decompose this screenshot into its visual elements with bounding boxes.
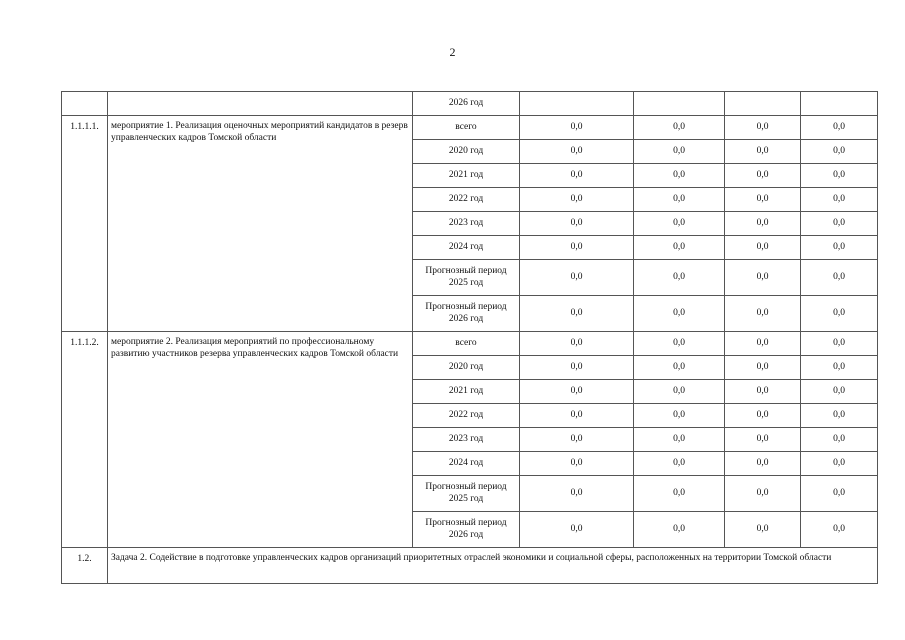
- measure-number: 1.1.1.2.: [62, 332, 108, 548]
- period-cell: 2024 год: [413, 236, 520, 260]
- value-cell: 0,0: [725, 404, 801, 428]
- period-cell: всего: [413, 116, 520, 140]
- value-cell: 0,0: [634, 212, 725, 236]
- table-row: [62, 116, 878, 140]
- value-cell: 0,0: [634, 296, 725, 332]
- period-cell: [413, 476, 520, 512]
- value-cell: 0,0: [520, 380, 634, 404]
- period-cell: 2024 год: [413, 452, 520, 476]
- value-cell: 0,0: [634, 164, 725, 188]
- value-cell: 0,0: [520, 212, 634, 236]
- value-cell: [801, 92, 878, 116]
- value-cell: 0,0: [520, 356, 634, 380]
- value-cell: 0,0: [634, 140, 725, 164]
- value-cell: [725, 92, 801, 116]
- value-cell: 0,0: [520, 296, 634, 332]
- value-cell: 0,0: [725, 164, 801, 188]
- value-cell: 0,0: [801, 188, 878, 212]
- period-cell: 2022 год: [413, 404, 520, 428]
- period-label-line1: Прогнозный период: [425, 265, 507, 276]
- measure-number: 1.1.1.1.: [62, 116, 108, 332]
- number-cell: [62, 92, 108, 116]
- value-cell: [520, 92, 634, 116]
- value-cell: 0,0: [725, 236, 801, 260]
- value-cell: 0,0: [801, 164, 878, 188]
- value-cell: 0,0: [801, 404, 878, 428]
- period-label-line1: Прогнозный период: [425, 517, 507, 528]
- period-cell: 2026 год: [413, 92, 520, 116]
- value-cell: 0,0: [725, 116, 801, 140]
- value-cell: 0,0: [520, 476, 634, 512]
- value-cell: 0,0: [634, 476, 725, 512]
- period-cell: 2020 год: [413, 140, 520, 164]
- value-cell: 0,0: [801, 116, 878, 140]
- period-cell: [413, 296, 520, 332]
- value-cell: 0,0: [634, 380, 725, 404]
- value-cell: 0,0: [801, 512, 878, 548]
- page-number: 2: [449, 45, 456, 59]
- period-label-line1: Прогнозный период: [425, 301, 507, 312]
- task-title: Задача 2. Содействие в подготовке управленческих кадров организаций приоритетных отраслей экономики и социальной сферы, расположенных на территории Томской области: [108, 548, 878, 584]
- period-cell: 2022 год: [413, 188, 520, 212]
- period-cell: 2021 год: [413, 380, 520, 404]
- description-cell: [108, 92, 413, 116]
- value-cell: 0,0: [520, 236, 634, 260]
- value-cell: 0,0: [725, 188, 801, 212]
- value-cell: 0,0: [634, 236, 725, 260]
- value-cell: 0,0: [634, 428, 725, 452]
- value-cell: 0,0: [634, 356, 725, 380]
- value-cell: 0,0: [725, 260, 801, 296]
- period-label-line2: 2025 год: [448, 277, 484, 288]
- period-label-line2: 2025 год: [448, 493, 484, 504]
- value-cell: 0,0: [801, 332, 878, 356]
- measure-title: мероприятие 1. Реализация оценочных мероприятий кандидатов в резерв управленческих кадров Томской области: [108, 116, 413, 332]
- period-label-line2: 2026 год: [448, 529, 484, 540]
- period-cell: 2023 год: [413, 428, 520, 452]
- value-cell: 0,0: [725, 296, 801, 332]
- value-cell: 0,0: [801, 452, 878, 476]
- table-row: [62, 92, 878, 116]
- value-cell: 0,0: [634, 404, 725, 428]
- value-cell: 0,0: [634, 332, 725, 356]
- value-cell: 0,0: [520, 140, 634, 164]
- value-cell: 0,0: [634, 452, 725, 476]
- value-cell: 0,0: [725, 212, 801, 236]
- value-cell: 0,0: [634, 116, 725, 140]
- table-row: [62, 332, 878, 356]
- value-cell: 0,0: [801, 356, 878, 380]
- value-cell: 0,0: [801, 296, 878, 332]
- value-cell: 0,0: [725, 452, 801, 476]
- value-cell: 0,0: [725, 332, 801, 356]
- value-cell: 0,0: [801, 428, 878, 452]
- value-cell: 0,0: [520, 428, 634, 452]
- value-cell: 0,0: [520, 116, 634, 140]
- period-cell: [413, 260, 520, 296]
- period-label-line1: Прогнозный период: [425, 481, 507, 492]
- value-cell: 0,0: [634, 188, 725, 212]
- value-cell: 0,0: [801, 140, 878, 164]
- value-cell: 0,0: [520, 512, 634, 548]
- task-number: 1.2.: [62, 548, 108, 584]
- value-cell: [634, 92, 725, 116]
- value-cell: 0,0: [725, 140, 801, 164]
- value-cell: 0,0: [801, 380, 878, 404]
- budget-table: [61, 91, 878, 584]
- value-cell: 0,0: [801, 212, 878, 236]
- period-cell: 2021 год: [413, 164, 520, 188]
- value-cell: 0,0: [801, 476, 878, 512]
- value-cell: 0,0: [725, 476, 801, 512]
- value-cell: 0,0: [520, 260, 634, 296]
- value-cell: 0,0: [801, 260, 878, 296]
- value-cell: 0,0: [520, 164, 634, 188]
- value-cell: 0,0: [725, 380, 801, 404]
- period-cell: 2023 год: [413, 212, 520, 236]
- measure-title: мероприятие 2. Реализация мероприятий по профессиональному развитию участников резерва управленческих кадров Томской области: [108, 332, 413, 548]
- task-row: [62, 548, 878, 584]
- period-cell: всего: [413, 332, 520, 356]
- value-cell: 0,0: [725, 428, 801, 452]
- value-cell: 0,0: [801, 236, 878, 260]
- value-cell: 0,0: [634, 260, 725, 296]
- period-cell: [413, 512, 520, 548]
- period-cell: 2020 год: [413, 356, 520, 380]
- value-cell: 0,0: [520, 452, 634, 476]
- value-cell: 0,0: [725, 512, 801, 548]
- value-cell: 0,0: [634, 512, 725, 548]
- value-cell: 0,0: [520, 404, 634, 428]
- value-cell: 0,0: [520, 188, 634, 212]
- period-label-line2: 2026 год: [448, 313, 484, 324]
- value-cell: 0,0: [520, 332, 634, 356]
- value-cell: 0,0: [725, 356, 801, 380]
